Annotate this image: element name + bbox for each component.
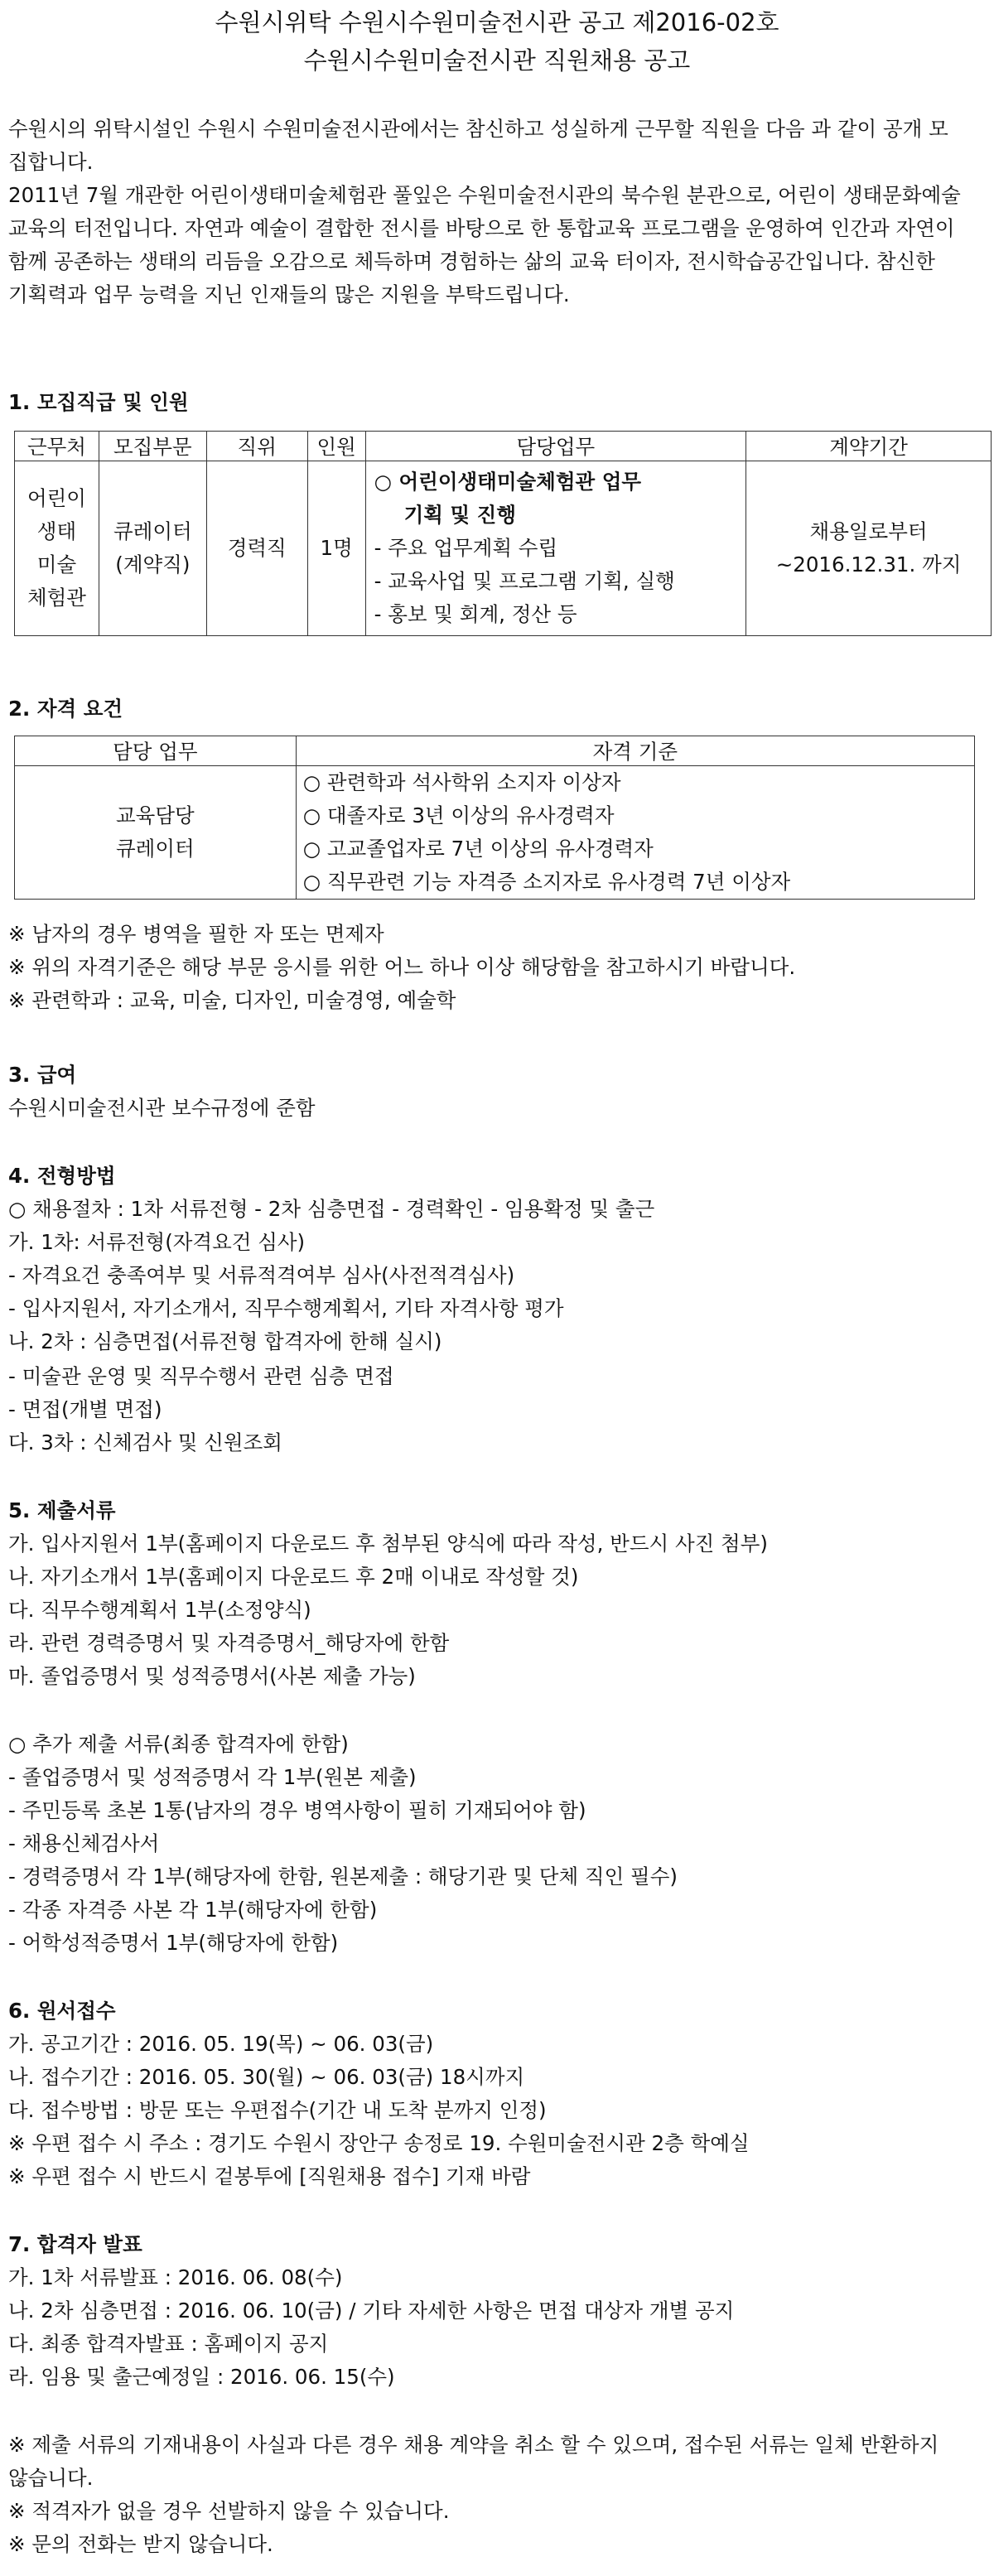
section7-heading: 7. 합격자 발표 [8,2232,142,2256]
period-line: 채용일로부터 [809,519,928,543]
period-cell [746,461,992,636]
section1-heading: 1. 모집직급 및 인원 [8,390,189,414]
selection-line: - 면접(개별 면접) [8,1397,162,1421]
extra-document-line: - 졸업증명서 및 성적증명서 각 1부(원본 제출) [8,1765,417,1789]
intro-paragraph-1: 수원시의 위탁시설인 수원시 수원미술전시관에서는 참신하고 성실하게 근무할 직원을 다음 과 같이 공개 모집합니다. [8,117,948,174]
table-header-row [15,432,992,461]
table-row [15,766,975,900]
criteria-item: ○ 직무관련 기능 자격증 소지자로 유사경력 7년 이상자 [302,870,791,894]
workplace-cell [15,461,99,636]
section3-heading: 3. 급여 [8,1063,77,1087]
workplace-line: 어린이 [27,486,86,510]
selection-line: ○ 채용절차 : 1차 서류전형 - 2차 심층면접 - 경력확인 - 임용확정 및 출근 [8,1197,655,1221]
qualification-note: ※ 위의 자격기준은 해당 부문 응시를 위한 어느 하나 이상 해당함을 참고하시기 바랍니다. [8,955,796,979]
selection-line: 가. 1차: 서류전형(자격요건 심사) [8,1230,306,1254]
intro-paragraph-2: 2011년 7월 개관한 어린이생태미술체험관 풀잎은 수원미술전시관의 북수원 분관으로, 어린이 생태문화예술교육의 터전입니다. 자연과 예술이 결합한 전시를 바탕으로 한 통합교육 프로그램을 운영하여 인간과 자연이 함께 공존하는 생태의 리듬을 오감으로 체득하며 경험하는 삶의 교육 터이자, 전시학습공간입니다. 참신한 기획력과 업무 능력을 지닌 인재들의 많은 지원을 부탁드립니다. [8,183,961,306]
selection-line: 다. 3차 : 신체검사 및 신원조회 [8,1430,282,1454]
col-header-role: 담당 업무 [15,736,297,766]
col-header-criteria: 자격 기준 [296,736,974,766]
col-header-workplace: 근무처 [15,432,99,461]
criteria-item: ○ 고교졸업자로 7년 이상의 유사경력자 [302,837,654,861]
notice-main-title: 수원시수원미술전시관 직원채용 공고 [303,46,691,75]
notice-number-title: 수원시위탁 수원시수원미술전시관 공고 제2016-02호 [215,8,779,36]
duty-cell [365,461,746,636]
application-line: 다. 접수방법 : 방문 또는 우편접수(기간 내 도착 분까지 인정) [8,2098,547,2122]
application-line: 가. 공고기간 : 2016. 05. 19(목) ~ 06. 03(금) [8,2032,434,2056]
position-cell: 경력직 [206,461,307,636]
qualification-note: ※ 관련학과 : 교육, 미술, 디자인, 미술경영, 예술학 [8,988,456,1012]
duty-item: - 홍보 및 회계, 정산 등 [374,602,577,626]
extra-document-line: - 경력증명서 각 1부(해당자에 한함, 원본제출 : 해당기관 및 단체 직인 필수) [8,1864,678,1889]
document-line: 가. 입사지원서 1부(홈페이지 다운로드 후 첨부된 양식에 따라 작성, 반드시 사진 첨부) [8,1532,768,1556]
table-row [15,461,992,636]
criteria-cell [296,766,974,900]
document-line: 나. 자기소개서 1부(홈페이지 다운로드 후 2매 이내로 작성할 것) [8,1565,579,1589]
salary-text: 수원시미술전시관 보수규정에 준함 [8,1096,316,1120]
section6-heading: 6. 원서접수 [8,1999,116,2023]
document-line: 라. 관련 경력증명서 및 자격증명서_해당자에 한함 [8,1631,450,1655]
selection-line: - 입사지원서, 자기소개서, 직무수행계획서, 기타 자격사항 평가 [8,1296,564,1320]
table-header-row [15,736,975,766]
duty-item: - 교육사업 및 프로그램 기획, 실행 [374,569,675,593]
role-line: 교육담당 [116,803,195,827]
col-header-count: 인원 [307,432,365,461]
selection-line: 나. 2차 : 심층면접(서류전형 합격자에 한해 실시) [8,1329,442,1353]
announcement-line: 가. 1차 서류발표 : 2016. 06. 08(수) [8,2265,343,2289]
section5-heading: 5. 제출서류 [8,1498,116,1522]
division-line: 큐레이터 [113,519,192,543]
document-line: 마. 졸업증명서 및 성적증명서(사본 제출 가능) [8,1664,416,1688]
role-cell [15,766,297,900]
period-line: ~2016.12.31. 까지 [775,552,962,576]
col-header-position: 직위 [206,432,307,461]
announcement-line: 라. 임용 및 출근예정일 : 2016. 06. 15(수) [8,2365,395,2389]
workplace-line: 생태 [36,519,77,543]
count-cell: 1명 [307,461,365,636]
division-line: (계약직) [115,552,191,576]
announcement-line: 나. 2차 심층면접 : 2016. 06. 10(금) / 기타 자세한 사항은 면접 대상자 개별 공지 [8,2299,735,2323]
extra-document-line: ○ 추가 제출 서류(최종 합격자에 한함) [8,1732,349,1756]
criteria-item: ○ 대졸자로 3년 이상의 유사경력자 [302,803,615,827]
duty-item: - 주요 업무계획 수립 [374,536,558,560]
section4-heading: 4. 전형방법 [8,1164,116,1188]
extra-document-line: - 각종 자격증 사본 각 1부(해당자에 한함) [8,1898,378,1922]
announcement-line: 다. 최종 합격자발표 : 홈페이지 공지 [8,2332,329,2356]
footer-note: ※ 제출 서류의 기재내용이 사실과 다른 경우 채용 계약을 취소 할 수 있으며, 접수된 서류는 일체 반환하지 않습니다. [8,2433,939,2490]
workplace-line: 체험관 [27,586,86,610]
division-cell [99,461,206,636]
application-line: ※ 우편 접수 시 반드시 겉봉투에 [직원채용 접수] 기재 바람 [8,2164,531,2188]
extra-document-line: - 주민등록 초본 1통(남자의 경우 병역사항이 필히 기재되어야 함) [8,1798,586,1822]
selection-line: - 자격요건 충족여부 및 서류적격여부 심사(사전적격심사) [8,1263,515,1287]
footer-note: ※ 적격자가 없을 경우 선발하지 않을 수 있습니다. [8,2499,450,2523]
extra-document-line: - 채용신체검사서 [8,1831,160,1855]
recruitment-table [14,431,992,636]
duty-title-cont: 기획 및 진행 [403,503,516,527]
duty-title: ○ 어린이생태미술체험관 업무 [374,470,642,494]
criteria-item: ○ 관련학과 석사학위 소지자 이상자 [302,770,621,794]
selection-line: - 미술관 운영 및 직무수행서 관련 심층 면접 [8,1364,394,1388]
col-header-duty: 담당업무 [365,432,746,461]
document-line: 다. 직무수행계획서 1부(소정양식) [8,1598,311,1622]
col-header-division: 모집부문 [99,432,206,461]
role-line: 큐레이터 [116,837,195,861]
footer-note: ※ 문의 전화는 받지 않습니다. [8,2532,273,2556]
application-line: ※ 우편 접수 시 주소 : 경기도 수원시 장안구 송정로 19. 수원미술전시관 2층 학예실 [8,2131,750,2155]
qualification-table [14,736,975,900]
application-line: 나. 접수기간 : 2016. 05. 30(월) ~ 06. 03(금) 18시까지 [8,2065,525,2089]
col-header-period: 계약기간 [746,432,992,461]
qualification-note: ※ 남자의 경우 병역을 필한 자 또는 면제자 [8,922,384,946]
workplace-line: 미술 [36,552,77,576]
extra-document-line: - 어학성적증명서 1부(해당자에 한함) [8,1931,339,1955]
section2-heading: 2. 자격 요건 [8,697,123,721]
